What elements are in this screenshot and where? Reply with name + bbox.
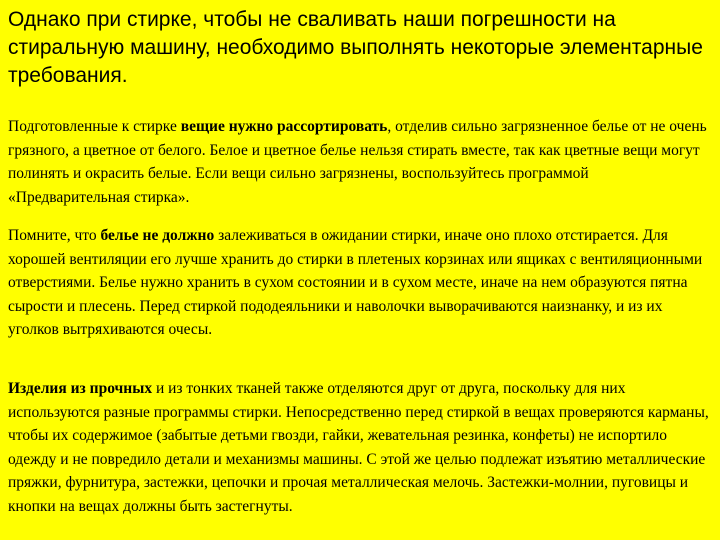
- paragraph-text: , отделив сильно загрязненное белье от не очень грязного, а цветное от белого. Белое и цветное белье нельзя стирать вместе, так как цветные вещи могут полинять и окрасить белые. Если вещи сильно загрязнены, воспользуйтесь программой «Предварительная стирка».: [8, 118, 707, 206]
- emphasis-text: вещие нужно рассортировать: [180, 118, 388, 135]
- paragraph-text: залеживаться в ожидании стирки, иначе оно плохо отстирается. Для хорошей вентиляции его лучше хранить до стирки в плетеных корзинах или ящиках с вентиляционными отверстиями. Белье нужно хранить в сухом состоянии и в сухом месте, иначе на нем образуются пятна сырости и плесень. Перед стиркой пододеяльники и наволочки выворачиваются наизнанку, и из их уголков вытряхиваются очесы.: [8, 227, 703, 338]
- paragraph-sorting: [8, 115, 714, 209]
- paragraph-text: Помните, что: [8, 227, 101, 244]
- emphasis-text: Изделия из прочных: [8, 380, 153, 397]
- emphasis-text: белье не должно: [100, 227, 215, 244]
- slide-title: Однако при стирке, чтобы не сваливать наши погрешности на стиральную машину, необходимо выполнять некоторые элементарные требования.: [8, 8, 703, 87]
- paragraph-text: и из тонких тканей также отделяются друг от друга, поскольку для них используются разные программы стирки. Непосредственно перед стиркой в вещах проверяются карманы, чтобы их содержимое (забытые детьми гвозди, гайки, жевательная резинка, конфеты) не испортило одежду и не повредило детали и механизмы машины. С этой же целью подлежат изъятию металлические пряжки, фурнитура, застежки, цепочки и прочая металлическая мелочь. Застежки-молнии, пуговицы и кнопки на вещах должны быть застегнуты.: [8, 380, 709, 515]
- paragraph-storage: [8, 224, 714, 342]
- paragraph-text: Подготовленные к стирке: [8, 118, 181, 135]
- paragraph-fabrics: [8, 377, 714, 518]
